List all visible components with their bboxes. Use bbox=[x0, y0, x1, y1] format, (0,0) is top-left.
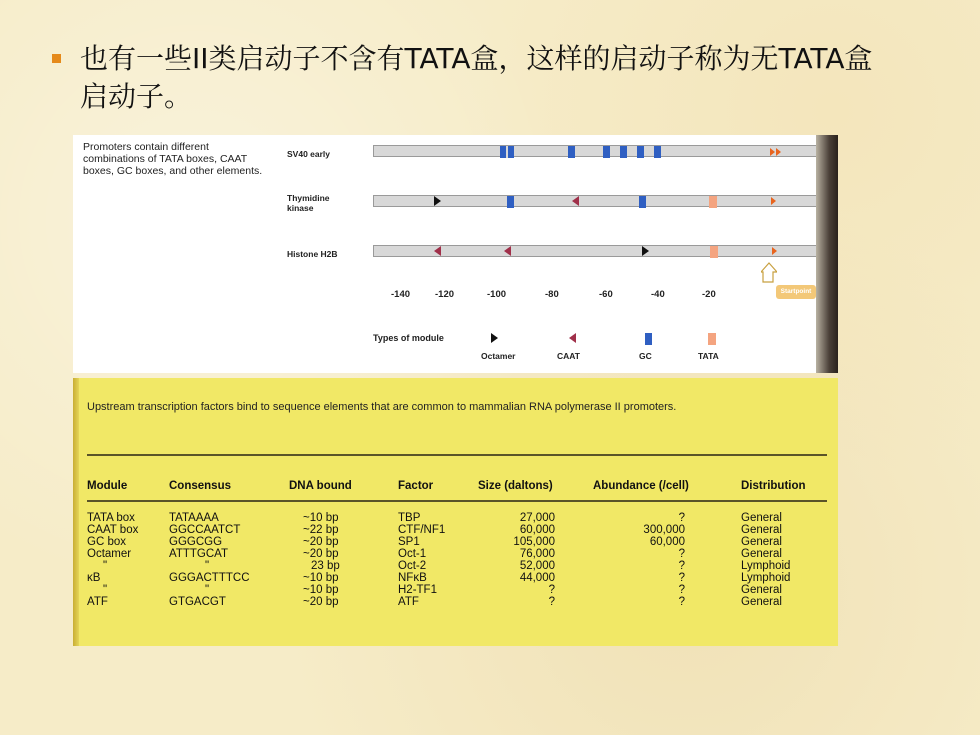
cell-module: ATF bbox=[87, 596, 108, 608]
tick-label: -60 bbox=[599, 289, 613, 300]
dna-bar-h2b bbox=[373, 245, 818, 257]
tick-label: -100 bbox=[487, 289, 507, 300]
cell-size: 44,000 bbox=[519, 572, 555, 584]
octamer-icon bbox=[434, 196, 441, 206]
cell-module: GC box bbox=[87, 536, 126, 548]
col-header-abundance: Abundance (/cell) bbox=[593, 480, 689, 492]
cell-size: 76,000 bbox=[519, 548, 555, 560]
cell-abundance: ? bbox=[678, 548, 685, 560]
tick-label: -40 bbox=[651, 289, 665, 300]
dna-bar-sv40 bbox=[373, 145, 818, 157]
cell-size: 60,000 bbox=[519, 524, 555, 536]
cell-consensus: GGCCAATCT bbox=[169, 524, 241, 536]
startpoint-arrow-icon bbox=[776, 148, 781, 156]
cell-dna-bound: ~20 bp bbox=[303, 536, 339, 548]
gc-box bbox=[507, 196, 514, 208]
caat-icon bbox=[569, 333, 576, 343]
cell-distribution: General bbox=[741, 548, 782, 560]
types-of-module-label: Types of module bbox=[373, 333, 444, 343]
cell-factor: NFκB bbox=[398, 572, 427, 584]
promoter-figure bbox=[73, 135, 838, 373]
tick-label: -120 bbox=[435, 289, 455, 300]
cell-size: 52,000 bbox=[519, 560, 555, 572]
cell-factor: ATF bbox=[398, 596, 419, 608]
gc-box bbox=[568, 146, 575, 158]
bullet-text: 也有一些II类启动子不含有TATA盒，这样的启动子称为无TATA盒启动子。 bbox=[80, 42, 873, 113]
gc-box bbox=[603, 146, 610, 158]
tata-box bbox=[709, 196, 717, 208]
gc-box bbox=[645, 333, 652, 345]
startpoint-label: Startpoint bbox=[776, 285, 816, 299]
tick-label: -20 bbox=[702, 289, 716, 300]
dna-bar-tk bbox=[373, 195, 818, 207]
table-caption: Upstream transcription factors bind to sequence elements that are common to mammalian RNA polymerase II promoters. bbox=[87, 401, 677, 413]
cell-abundance: ? bbox=[678, 560, 685, 572]
cell-distribution: Lymphoid bbox=[741, 572, 791, 584]
caat-icon bbox=[572, 196, 579, 206]
page-edge-shadow bbox=[816, 135, 838, 373]
row-label-h2b: Histone H2B bbox=[287, 249, 338, 259]
cell-distribution: General bbox=[741, 512, 782, 524]
tick-label: -80 bbox=[545, 289, 559, 300]
cell-consensus: GGGACTTTCC bbox=[169, 572, 250, 584]
tick-label: -140 bbox=[391, 289, 411, 300]
startpoint-pointer-icon bbox=[761, 262, 777, 284]
cell-factor: Oct-1 bbox=[398, 548, 427, 560]
cell-consensus: GGGCGG bbox=[169, 536, 223, 548]
cell-dna-bound: ~22 bp bbox=[303, 524, 339, 536]
cell-factor: H2-TF1 bbox=[398, 584, 437, 596]
caat-icon bbox=[434, 246, 441, 256]
cell-dna-bound: ~20 bp bbox=[303, 548, 339, 560]
bullet-square-icon bbox=[52, 54, 61, 63]
cell-module: " bbox=[103, 584, 108, 596]
cell-dna-bound: ~20 bp bbox=[303, 596, 339, 608]
cell-dna-bound: ~10 bp bbox=[303, 572, 339, 584]
cell-factor: TBP bbox=[398, 512, 421, 524]
cell-distribution: General bbox=[741, 596, 782, 608]
col-header-distribution: Distribution bbox=[741, 480, 806, 492]
col-header-consensus: Consensus bbox=[169, 480, 231, 492]
table-rule bbox=[87, 454, 827, 456]
octamer-icon bbox=[642, 246, 649, 256]
cell-consensus: ATTTGCAT bbox=[169, 548, 228, 560]
gc-box bbox=[500, 146, 514, 158]
cell-abundance: ? bbox=[678, 572, 685, 584]
transcription-factor-table bbox=[73, 378, 838, 646]
cell-abundance: ? bbox=[678, 596, 685, 608]
tata-box bbox=[710, 246, 718, 258]
cell-abundance: ? bbox=[678, 584, 685, 596]
cell-distribution: General bbox=[741, 536, 782, 548]
gc-box bbox=[639, 196, 646, 208]
col-header-module: Module bbox=[87, 480, 128, 492]
cell-factor: SP1 bbox=[398, 536, 420, 548]
cell-factor: CTF/NF1 bbox=[398, 524, 446, 536]
col-header-factor: Factor bbox=[398, 480, 434, 492]
page-edge bbox=[73, 378, 79, 646]
startpoint-arrow-icon bbox=[770, 148, 775, 156]
figure-caption: Promoters contain different combinations of TATA boxes, CAAT boxes, GC boxes, and other elements. bbox=[83, 141, 263, 177]
octamer-icon bbox=[491, 333, 498, 343]
col-header-dna-bound: DNA bound bbox=[289, 480, 352, 492]
cell-distribution: General bbox=[741, 584, 782, 596]
caat-icon bbox=[504, 246, 511, 256]
cell-distribution: General bbox=[741, 524, 782, 536]
legend-gc: GC bbox=[639, 351, 652, 361]
cell-abundance: 300,000 bbox=[643, 524, 685, 536]
cell-dna-bound: ~10 bp bbox=[303, 584, 339, 596]
legend-octamer: Octamer bbox=[481, 351, 516, 361]
table-rule bbox=[87, 500, 827, 502]
tata-box bbox=[708, 333, 716, 345]
cell-module: TATA box bbox=[87, 512, 135, 524]
cell-abundance: ? bbox=[678, 512, 685, 524]
cell-factor: Oct-2 bbox=[398, 560, 427, 572]
cell-distribution: Lymphoid bbox=[741, 560, 791, 572]
legend-caat: CAAT bbox=[557, 351, 580, 361]
cell-module: " bbox=[103, 560, 108, 572]
cell-size: ? bbox=[548, 596, 555, 608]
cell-size: ? bbox=[548, 584, 555, 596]
cell-consensus: " bbox=[205, 584, 210, 596]
row-label-tk: Thymidine kinase bbox=[287, 193, 330, 213]
cell-module: κB bbox=[87, 572, 101, 584]
cell-abundance: 60,000 bbox=[649, 536, 685, 548]
row-label-sv40: SV40 early bbox=[287, 149, 331, 159]
col-header-size: Size (daltons) bbox=[478, 480, 553, 492]
cell-dna-bound: 23 bp bbox=[311, 560, 340, 572]
cell-consensus: GTGACGT bbox=[169, 596, 226, 608]
gc-box bbox=[654, 146, 661, 158]
gc-box bbox=[620, 146, 627, 158]
cell-size: 105,000 bbox=[513, 536, 555, 548]
cell-consensus: TATAAAA bbox=[169, 512, 219, 524]
cell-dna-bound: ~10 bp bbox=[303, 512, 339, 524]
startpoint-arrow-icon bbox=[771, 197, 776, 205]
legend-tata: TATA bbox=[698, 351, 719, 361]
startpoint-arrow-icon bbox=[772, 247, 777, 255]
cell-module: Octamer bbox=[87, 548, 132, 560]
cell-module: CAAT box bbox=[87, 524, 139, 536]
cell-consensus: " bbox=[205, 560, 210, 572]
cell-size: 27,000 bbox=[519, 512, 555, 524]
gc-box bbox=[637, 146, 644, 158]
